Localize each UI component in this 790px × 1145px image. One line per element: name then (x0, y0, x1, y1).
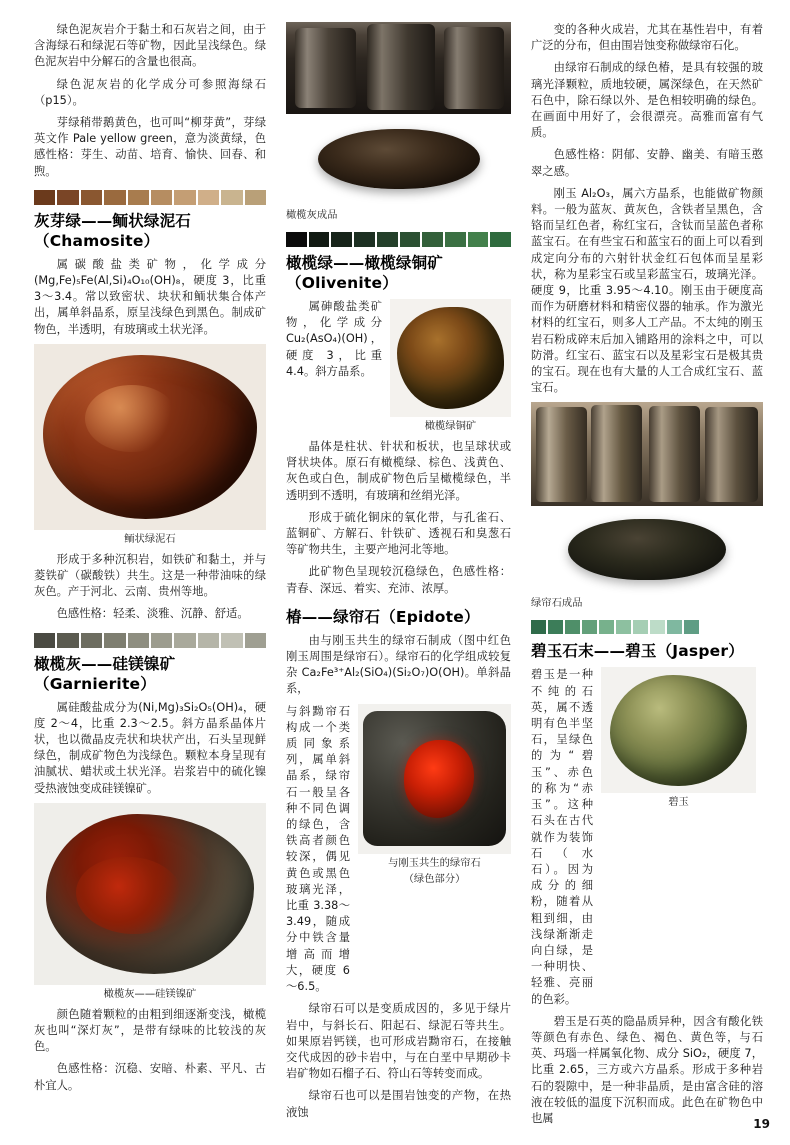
color-swatch-strip-chamosite (34, 190, 266, 205)
paragraph: 芽绿稍带鹅黄色，也可叫“柳芽黄”，芽绿英文作 Pale yellow green，意为淡黄绿，色感性格：芽生、动苗、培育、愉快、回春、和煦。 (34, 116, 266, 178)
figure-epidote-product (531, 402, 763, 610)
paragraph: 刚玉 Al₂O₃，属六方晶系，也能做矿物颜料。一般为蓝灰、黄灰色，含铁者呈黑色，含铬而呈红色者，称红宝石，含钛而呈蓝色者称蓝宝石。在有些宝石和蓝宝石的面上可以看到成定向分布的六射针状金红石包体而呈星彩状，称为星彩宝石或呈彩蓝宝石，玻璃光泽。硬度 9，比重 3.95～4.10。刚玉由于硬度高而作为研磨材料和精密仪器的轴承。作为激光材料的红宝石，则多人工产品。不太纯的刚玉岩石粉成碎末后加入铺路用的涂料之中，可以防滑。红宝石、蓝宝石以及星彩宝石是极其贵的宝石。现在也有大量的人工合成红宝石、蓝宝石。 (531, 186, 763, 395)
photo-jar-fourth (705, 407, 758, 503)
swatch (331, 232, 352, 247)
swatch (174, 190, 195, 205)
paragraph: 属硅酸盐成分为(Ni,Mg)₃Si₂O₅(OH)₄，硬度 2～4，比重 2.3～2.5。斜方晶系晶体片状，也以微晶皮壳状和块状产出，石头呈现鲜绿色，制成矿物色为浅绿色。颗粒本身呈现有油腻状、蜡状或土状光泽。岩浆岩中的硫化镍受热液蚀变成硅镁镍矿。 (34, 700, 266, 795)
swatch (57, 633, 78, 648)
figure-garnierite (34, 803, 266, 1001)
paragraph: 色感性格：沉稳、安暗、朴素、平凡、古朴宜人。 (34, 1062, 266, 1092)
swatch (221, 190, 242, 205)
swatch (377, 232, 398, 247)
swatch (616, 620, 631, 634)
paragraph: 与斜黝帘石构成一个类质同象系列，属单斜晶系，绿帘石一般呈各种不同色调的绿色，含铁高者颜色较深，偶见黄色或黑色玻璃光泽，比重 3.38～3.49，随成分中铁含量增高而增大，硬度 6～6.5。 (286, 704, 350, 994)
photo-jar-third (444, 27, 505, 110)
swatch (633, 620, 648, 634)
figure-caption: 碧玉 (668, 796, 689, 809)
color-swatch-strip-jasper (531, 620, 763, 635)
section-title-chamosite: 灰芽绿——鲕状绿泥石（Chamosite） (34, 211, 192, 250)
paragraph: 形成于硫化铜床的氧化带，与孔雀石、蓝铜矿、方解石、针铁矿、透视石和臭葱石等矿物共生，主要产地河北等地。 (286, 510, 511, 557)
figure-chamosite (34, 344, 266, 546)
swatch (245, 633, 266, 648)
swatch (34, 190, 55, 205)
swatch (400, 232, 421, 247)
section-title-epidote: 椿——绿帘石（Epidote） (286, 607, 480, 626)
swatch (128, 633, 149, 648)
swatch (104, 633, 125, 648)
section-title-olivenite: 橄榄绿——橄榄绿铜矿（Olivenite） (286, 254, 444, 292)
figure-olivenite (390, 299, 511, 433)
figure-caption: 橄榄绿铜矿 (424, 420, 477, 432)
paragraph: 色感性格：阴郁、安静、幽美、有暗玉憨翠之感。 (531, 148, 763, 178)
swatch (174, 633, 195, 648)
photo-chamosite-specimen (34, 344, 266, 530)
paragraph: 绿帘石也可以是围岩蚀变的产物，在热液蚀 (286, 1089, 511, 1119)
paragraph: 绿帘石可以是变质成因的，多见于绿片岩中，与斜长石、阳起石、绿泥石等共生。如果原岩钙镁，也可形成岩黝帘石，在接触交代成因的砂卡岩中，与在白垩中早期砂卡岩矿物如石榴子石、符山石等转变而成。 (286, 1002, 511, 1081)
photo-pigment-jars (286, 22, 511, 114)
swatch (667, 620, 682, 634)
paragraph: 碧玉是一种不纯的石英，属不透明有色半坚石，呈绿色的为“碧玉”、赤色的称为“赤玉”。这种石头在古代就作为装饰石（水石）。因为成分的细粉，随着从粗到细，由浅绿渐渐走向白绿，是一种明快、轻雅、亮丽的色彩。 (531, 668, 593, 1006)
photo-epidote-specimen (358, 704, 511, 854)
paragraph: 晶体是柱状、针状和板状，也呈球状或肾状块体。原石有橄榄绿、棕色、浅黄色、灰色或白色，制成矿物色后呈橄榄绿色，半透明到不透明，有玻璃和丝绢光泽。 (286, 440, 511, 502)
paragraph: 属碳酸盐类矿物，化学成分 (Mg,Fe)₅Fe(Al,Si)₄O₁₀(OH)₈，硬度 3，比重 3～3.4。常以致密状、块状和鲕状集合体产出，属单斜晶系，原呈浅绿色到黑色。制成矿物色，半透明，有玻璃或土状光泽。 (34, 257, 266, 336)
swatch (684, 620, 699, 634)
paragraph: 绿色泥灰岩介于黏土和石灰岩之间，由于含海绿石和绿泥石等矿物，因此呈浅绿色。绿色泥灰岩中分解石的含量也很高。 (34, 23, 266, 69)
figure-caption: 绿帘石成品 (531, 597, 583, 610)
swatch (354, 232, 375, 247)
swatch (582, 620, 597, 634)
swatch (468, 232, 489, 247)
swatch (309, 232, 330, 247)
swatch (81, 190, 102, 205)
swatch (565, 620, 580, 634)
color-swatch-strip-garnierite (34, 633, 266, 648)
swatch (286, 232, 307, 247)
paragraph: 色感性格：轻柔、淡雅、沉静、舒适。 (56, 607, 249, 621)
swatch (221, 633, 242, 648)
paragraph: 颜色随着颗粒的由粗到细逐渐变浅，橄榄灰也叫“深灯灰”，是带有绿味的比较浅的灰色。 (34, 1007, 266, 1054)
paragraph: 由与刚玉共生的绿帘石制成（图中红色刚玉周围是绿帘石）。绿帘石的化学组成较复杂 Ca₂Fe³⁺Al₂(SiO₄)(Si₂O₇)O(OH)。单斜晶系， (286, 633, 511, 696)
photo-epidote-powder-pile (531, 506, 763, 594)
swatch (490, 232, 511, 247)
middle-column (286, 22, 511, 1117)
three-column-layout (34, 22, 764, 1125)
figure-caption: 橄榄灰——硅镁镍矿 (103, 987, 197, 1000)
swatch (599, 620, 614, 634)
swatch (548, 620, 563, 634)
swatch (57, 190, 78, 205)
paragraph: 绿色泥灰岩的化学成分可参照海绿石（p15）。 (34, 77, 266, 107)
photo-garnierite-specimen (34, 803, 266, 985)
figure-caption: 橄榄灰成品 (286, 209, 338, 221)
color-swatch-strip-olivenite (286, 232, 511, 247)
swatch (445, 232, 466, 247)
photo-olivenite-specimen (390, 299, 511, 417)
right-column (531, 22, 763, 1125)
swatch (198, 190, 219, 205)
swatch (198, 633, 219, 648)
figure-caption-line1: 与刚玉共生的绿帘石 (388, 856, 481, 869)
figure-caption: 鲕状绿泥石 (124, 532, 176, 545)
figure-jasper (601, 667, 756, 809)
swatch (81, 633, 102, 648)
swatch (104, 190, 125, 205)
section-title-jasper: 碧玉石末——碧玉（Jasper） (531, 642, 744, 661)
swatch (650, 620, 665, 634)
left-column (34, 22, 266, 1117)
paragraph: 由绿帘石制成的绿色椿，是具有较强的玻璃光泽颗粒，质地较硬，属深绿色，在天然矿石色中，除石绿以外、是色相较明确的绿色。在画面中用好了，会很漂亮。高雅而富有气质。 (531, 61, 763, 140)
swatch (531, 620, 546, 634)
section-title-garnierite: 橄榄灰——硅镁镍矿（Garnierite） (34, 654, 176, 693)
swatch (34, 633, 55, 648)
swatch (128, 190, 149, 205)
swatch (422, 232, 443, 247)
swatch (245, 190, 266, 205)
page-number: 19 (753, 1117, 770, 1131)
paragraph: 形成于多种沉积岩，如铁矿和黏土，并与菱铁矿（碳酸铁）共生。这是一种带油味的绿灰色。产于河北、云南、贵州等地。 (34, 552, 266, 599)
photo-pigment-powder-pile (286, 114, 511, 206)
figure-caption-line2: （绿色部分） (403, 872, 466, 885)
figure-epidote-with-corundum (358, 704, 511, 886)
photo-jar-third (649, 406, 700, 503)
paragraph: 此矿物色呈现较沉稳绿色，色感性格：青春、深远、着实、充沛、浓厚。 (286, 565, 511, 595)
paragraph: 变的各种火成岩，尤其在基性岩中，有着广泛的分布，但由围岩蚀变称做绿帘石化。 (531, 23, 763, 53)
paragraph: 碧玉是石英的隐晶质异种，因含有酸化铁等颜色有赤色、绿色、褐色、黄色等，与石英、玛瑙一样属氧化物、成分 SiO₂，硬度 7，比重 2.65，三方或六方晶系。形成于多种岩石的裂隙中，是一种非晶质，是由富含硅的溶液在较低的温度下沉积而成。此色在矿物色中也属 (531, 1014, 763, 1125)
swatch (151, 633, 172, 648)
photo-jasper-specimen (601, 667, 756, 793)
photo-epidote-pigment-jars (531, 402, 763, 506)
swatch (151, 190, 172, 205)
figure-olivine-grey-product (286, 22, 511, 222)
paragraph: 属砷酸盐类矿物，化学成分 Cu₂(AsO₄)(OH)，硬度 3，比重 4.4。斜方晶系。 (286, 300, 382, 378)
